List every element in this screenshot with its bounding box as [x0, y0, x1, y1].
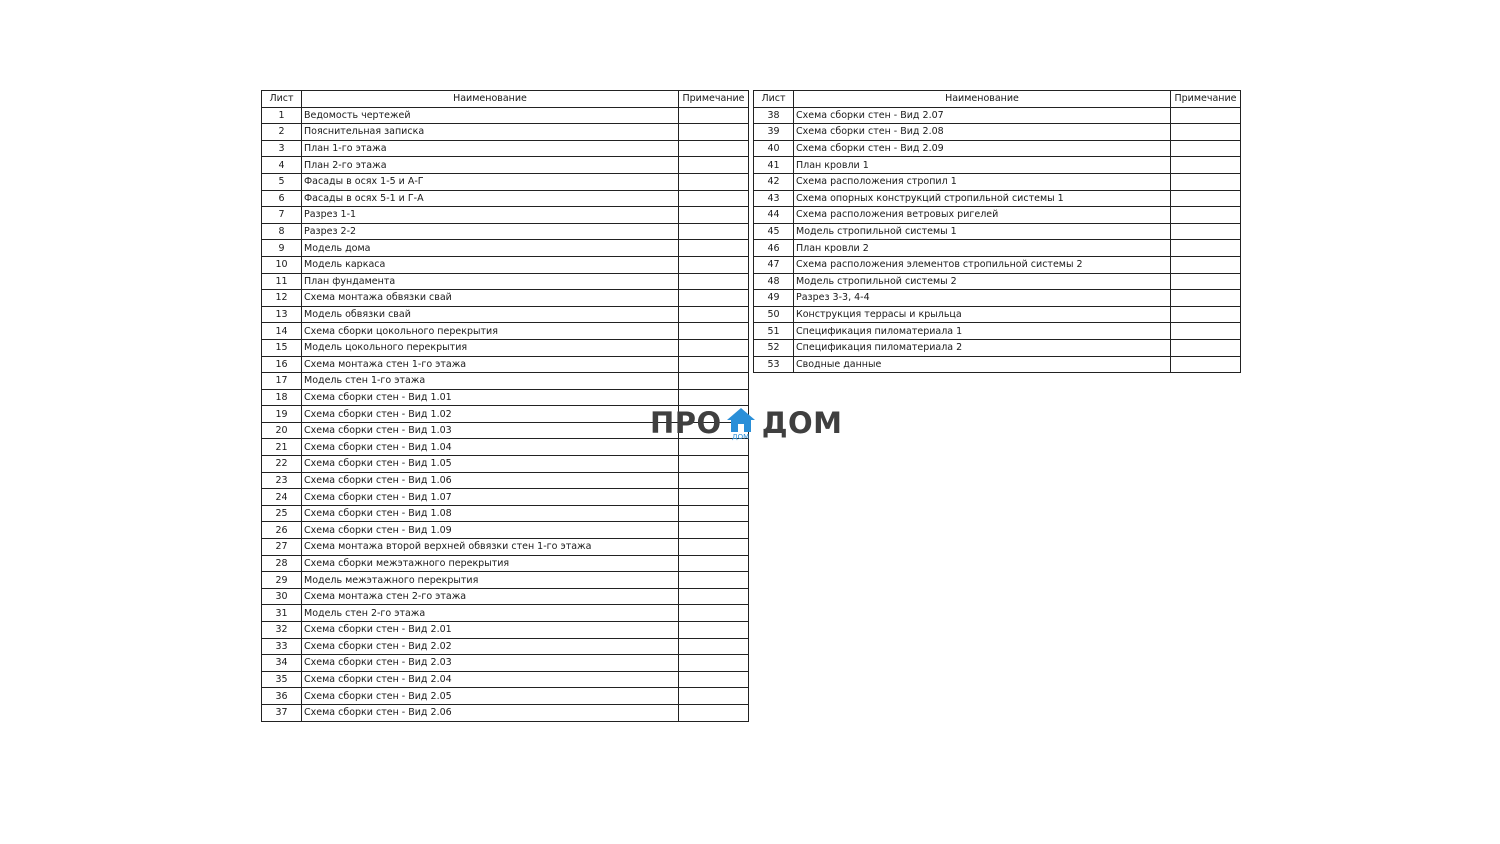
sheet-note [679, 223, 749, 240]
sheet-note [679, 638, 749, 655]
table-row [754, 107, 1241, 124]
table-row [262, 605, 749, 622]
sheet-note [679, 256, 749, 273]
table-row [754, 223, 1241, 240]
sheet-name: Разрез 1-1 [302, 207, 679, 224]
sheet-number: 28 [262, 555, 302, 572]
sheet-name: Конструкция террасы и крыльца [794, 306, 1171, 323]
sheet-note [679, 704, 749, 721]
table-row [754, 157, 1241, 174]
sheet-note [1171, 140, 1241, 157]
sheet-name: Схема сборки цокольного перекрытия [302, 323, 679, 340]
table-row [262, 588, 749, 605]
sheet-name: Разрез 2-2 [302, 223, 679, 240]
table-row [262, 173, 749, 190]
sheet-name: Фасады в осях 1-5 и А-Г [302, 173, 679, 190]
header-sheet: Лист [754, 91, 794, 108]
sheet-number: 35 [262, 671, 302, 688]
table-row [262, 107, 749, 124]
sheet-name: Схема сборки стен - Вид 1.07 [302, 489, 679, 506]
sheet-note [1171, 356, 1241, 373]
table-row [754, 240, 1241, 257]
sheet-number: 19 [262, 406, 302, 423]
sheet-name: Модель дома [302, 240, 679, 257]
sheet-number: 13 [262, 306, 302, 323]
sheet-name: Модель каркаса [302, 256, 679, 273]
header-sheet: Лист [262, 91, 302, 108]
table-header-row [754, 91, 1241, 108]
sheet-number: 33 [262, 638, 302, 655]
table-header-row [262, 91, 749, 108]
sheet-name: Модель стен 2-го этажа [302, 605, 679, 622]
sheet-name: Схема сборки стен - Вид 2.07 [794, 107, 1171, 124]
sheet-name: Схема сборки стен - Вид 2.04 [302, 671, 679, 688]
sheet-note [679, 655, 749, 672]
sheet-number: 42 [754, 173, 794, 190]
table-row [754, 273, 1241, 290]
table-row [754, 140, 1241, 157]
header-name: Наименование [794, 91, 1171, 108]
sheet-note [679, 240, 749, 257]
sheet-number: 17 [262, 373, 302, 390]
sheet-note [679, 688, 749, 705]
sheet-note [679, 207, 749, 224]
sheet-note [679, 323, 749, 340]
header-note: Примечание [1171, 91, 1241, 108]
sheet-note [679, 356, 749, 373]
table-row [754, 306, 1241, 323]
sheet-note [679, 373, 749, 390]
sheet-number: 2 [262, 124, 302, 141]
sheet-name: Разрез 3-3, 4-4 [794, 290, 1171, 307]
sheet-note [679, 273, 749, 290]
sheet-name: Схема монтажа стен 2-го этажа [302, 588, 679, 605]
sheet-number: 5 [262, 173, 302, 190]
sheet-note [1171, 339, 1241, 356]
sheet-name: Схема сборки стен - Вид 1.02 [302, 406, 679, 423]
sheet-number: 44 [754, 207, 794, 224]
sheet-number: 40 [754, 140, 794, 157]
sheet-note [679, 124, 749, 141]
sheet-name: Схема сборки стен - Вид 1.01 [302, 389, 679, 406]
sheet-name: Модель стен 1-го этажа [302, 373, 679, 390]
sheet-name: Спецификация пиломатериала 2 [794, 339, 1171, 356]
table-row [262, 572, 749, 589]
table-row [754, 356, 1241, 373]
sheet-name: Схема монтажа второй верхней обвязки стен 1-го этажа [302, 539, 679, 556]
sheet-name: Схема сборки стен - Вид 1.05 [302, 456, 679, 473]
sheet-number: 18 [262, 389, 302, 406]
table-row [262, 522, 749, 539]
sheet-note [679, 157, 749, 174]
table-row [754, 124, 1241, 141]
sheet-note [679, 140, 749, 157]
table-row [262, 240, 749, 257]
sheet-name: Схема расположения ветровых ригелей [794, 207, 1171, 224]
sheet-number: 45 [754, 223, 794, 240]
table-row [262, 306, 749, 323]
sheet-number: 1 [262, 107, 302, 124]
sheet-number: 7 [262, 207, 302, 224]
sheet-note [1171, 157, 1241, 174]
table-row [754, 339, 1241, 356]
logo-subtext: ДОМ [732, 433, 750, 441]
table-row [262, 339, 749, 356]
sheet-note [1171, 240, 1241, 257]
sheet-name: Схема сборки стен - Вид 1.04 [302, 439, 679, 456]
sheet-name: Модель цокольного перекрытия [302, 339, 679, 356]
table-row [754, 190, 1241, 207]
table-row [754, 173, 1241, 190]
sheet-number: 6 [262, 190, 302, 207]
sheet-note [679, 605, 749, 622]
table-row [262, 290, 749, 307]
logo-text-right: ДОМ [761, 406, 843, 440]
table-row [262, 207, 749, 224]
table-row [262, 688, 749, 705]
sheet-number: 51 [754, 323, 794, 340]
sheet-number: 52 [754, 339, 794, 356]
sheet-name: Схема сборки стен - Вид 2.05 [302, 688, 679, 705]
sheet-note [679, 522, 749, 539]
sheet-number: 34 [262, 655, 302, 672]
sheet-number: 41 [754, 157, 794, 174]
sheet-note [679, 290, 749, 307]
table-row [262, 472, 749, 489]
sheet-note [1171, 306, 1241, 323]
sheet-number: 38 [754, 107, 794, 124]
table-row [262, 256, 749, 273]
sheet-name: Схема расположения элементов стропильной системы 2 [794, 256, 1171, 273]
table-row [262, 223, 749, 240]
sheet-note [679, 489, 749, 506]
sheet-note [679, 572, 749, 589]
table-row [262, 140, 749, 157]
table-row [262, 555, 749, 572]
sheet-note [1171, 124, 1241, 141]
sheet-number: 4 [262, 157, 302, 174]
sheet-name: Схема сборки стен - Вид 2.03 [302, 655, 679, 672]
table-row [262, 622, 749, 639]
header-name: Наименование [302, 91, 679, 108]
sheet-name: Схема сборки стен - Вид 1.03 [302, 422, 679, 439]
sheet-number: 9 [262, 240, 302, 257]
sheet-number: 48 [754, 273, 794, 290]
sheet-name: Схема сборки стен - Вид 2.01 [302, 622, 679, 639]
sheet-note [1171, 207, 1241, 224]
header-note: Примечание [679, 91, 749, 108]
table-row [262, 638, 749, 655]
sheet-number: 23 [262, 472, 302, 489]
sheet-name: Сводные данные [794, 356, 1171, 373]
sheet-number: 22 [262, 456, 302, 473]
sheet-name: Схема опорных конструкций стропильной системы 1 [794, 190, 1171, 207]
sheet-note [679, 555, 749, 572]
table-row [262, 190, 749, 207]
sheet-note [679, 622, 749, 639]
table-row [754, 290, 1241, 307]
sheet-note [1171, 223, 1241, 240]
table-row [262, 539, 749, 556]
sheet-note [1171, 190, 1241, 207]
sheet-note [679, 505, 749, 522]
logo-text-left: ПРО [650, 406, 722, 440]
sheet-note [1171, 290, 1241, 307]
sheet-number: 43 [754, 190, 794, 207]
sheet-number: 12 [262, 290, 302, 307]
table-row [262, 671, 749, 688]
sheet-note [679, 588, 749, 605]
sheet-name: Фасады в осях 5-1 и Г-А [302, 190, 679, 207]
sheet-number: 3 [262, 140, 302, 157]
sheet-number: 11 [262, 273, 302, 290]
sheet-name: Ведомость чертежей [302, 107, 679, 124]
table-row [262, 373, 749, 390]
sheet-number: 21 [262, 439, 302, 456]
sheet-name: Схема монтажа обвязки свай [302, 290, 679, 307]
sheet-note [679, 472, 749, 489]
sheet-name: Схема расположения стропил 1 [794, 173, 1171, 190]
watermark-logo [650, 402, 850, 444]
sheet-name: Модель стропильной системы 1 [794, 223, 1171, 240]
sheet-name: Пояснительная записка [302, 124, 679, 141]
table-row [754, 207, 1241, 224]
sheet-number: 46 [754, 240, 794, 257]
sheet-number: 37 [262, 704, 302, 721]
sheet-number: 16 [262, 356, 302, 373]
sheet-name: Схема монтажа стен 1-го этажа [302, 356, 679, 373]
sheet-note [1171, 323, 1241, 340]
sheet-name: План 2-го этажа [302, 157, 679, 174]
table-row [262, 356, 749, 373]
sheet-name: Модель обвязки свай [302, 306, 679, 323]
sheet-number: 24 [262, 489, 302, 506]
sheet-number: 30 [262, 588, 302, 605]
table-row [262, 157, 749, 174]
sheet-note [679, 339, 749, 356]
sheet-note [1171, 256, 1241, 273]
sheet-note [679, 173, 749, 190]
sheet-name: План кровли 2 [794, 240, 1171, 257]
sheet-name: Схема сборки стен - Вид 1.06 [302, 472, 679, 489]
sheet-name: Схема сборки стен - Вид 2.08 [794, 124, 1171, 141]
table-row [262, 704, 749, 721]
table-row [262, 273, 749, 290]
sheet-name: Схема сборки межэтажного перекрытия [302, 555, 679, 572]
sheet-name: План фундамента [302, 273, 679, 290]
sheet-name: Модель межэтажного перекрытия [302, 572, 679, 589]
table-row [262, 124, 749, 141]
sheet-name: План кровли 1 [794, 157, 1171, 174]
sheet-note [679, 539, 749, 556]
table-row [262, 323, 749, 340]
sheet-name: Модель стропильной системы 2 [794, 273, 1171, 290]
table-row [754, 323, 1241, 340]
sheet-number: 14 [262, 323, 302, 340]
sheet-number: 39 [754, 124, 794, 141]
table-row [262, 505, 749, 522]
sheet-number: 36 [262, 688, 302, 705]
sheet-note [679, 107, 749, 124]
sheet-note [1171, 107, 1241, 124]
sheet-name: Спецификация пиломатериала 1 [794, 323, 1171, 340]
sheet-note [1171, 273, 1241, 290]
sheet-number: 26 [262, 522, 302, 539]
sheet-number: 47 [754, 256, 794, 273]
table-row [262, 655, 749, 672]
sheet-number: 25 [262, 505, 302, 522]
sheet-number: 49 [754, 290, 794, 307]
sheet-number: 20 [262, 422, 302, 439]
sheet-note [679, 456, 749, 473]
sheet-number: 29 [262, 572, 302, 589]
sheet-name: План 1-го этажа [302, 140, 679, 157]
sheet-name: Схема сборки стен - Вид 1.09 [302, 522, 679, 539]
sheet-name: Схема сборки стен - Вид 2.02 [302, 638, 679, 655]
sheet-note [1171, 173, 1241, 190]
sheet-number: 15 [262, 339, 302, 356]
table-row [754, 256, 1241, 273]
sheet-note [679, 671, 749, 688]
house-icon [726, 406, 756, 440]
sheet-name: Схема сборки стен - Вид 2.09 [794, 140, 1171, 157]
sheet-name: Схема сборки стен - Вид 1.08 [302, 505, 679, 522]
sheet-name: Схема сборки стен - Вид 2.06 [302, 704, 679, 721]
sheet-number: 32 [262, 622, 302, 639]
sheet-number: 53 [754, 356, 794, 373]
sheet-note [679, 190, 749, 207]
table-row [262, 489, 749, 506]
sheet-note [679, 306, 749, 323]
drawings-list-table-right [753, 90, 1241, 373]
table-row [262, 456, 749, 473]
sheet-number: 27 [262, 539, 302, 556]
sheet-number: 10 [262, 256, 302, 273]
sheet-number: 8 [262, 223, 302, 240]
sheet-number: 50 [754, 306, 794, 323]
sheet-number: 31 [262, 605, 302, 622]
